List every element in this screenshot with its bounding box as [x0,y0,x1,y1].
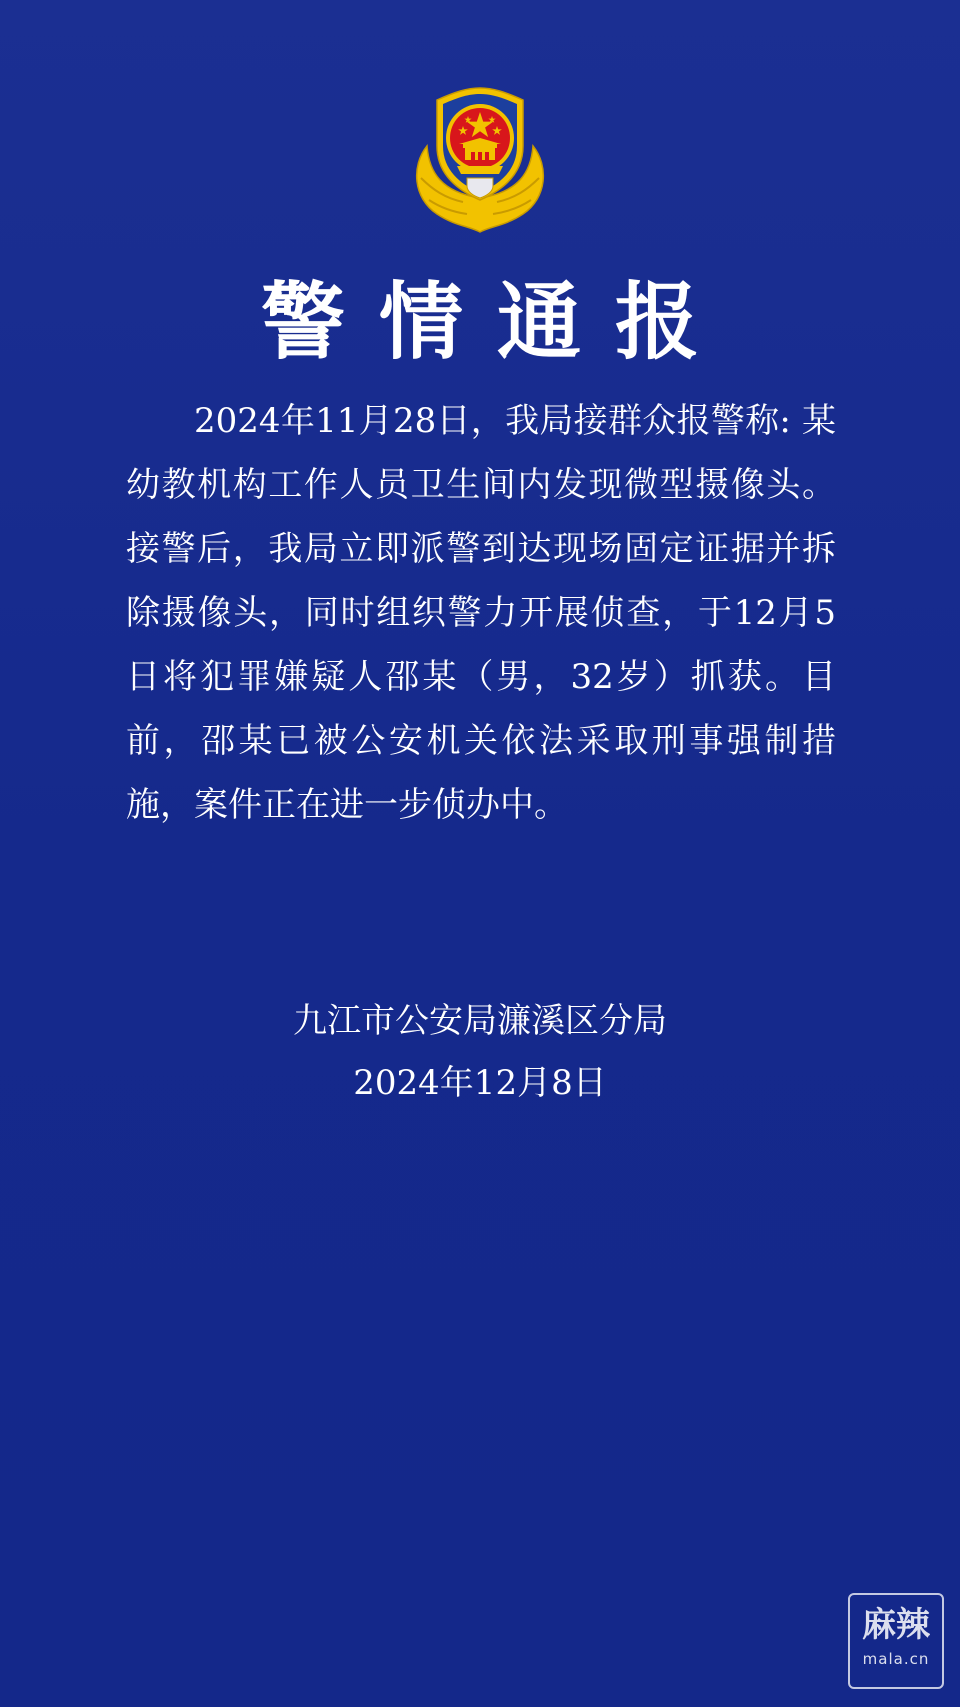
issue-date: 2024年12月8日 [353,1063,607,1103]
notice-signature [0,990,960,1114]
police-emblem-icon [407,86,553,236]
watermark-sub-text: mala.cn [862,1650,930,1668]
watermark-logo [848,1593,944,1689]
notice-title: 警情通报 [260,273,733,371]
issuer-name: 九江市公安局濂溪区分局 [293,1001,667,1041]
notice-body: 2024年11月28日，我局接群众报警称: 某幼教机构工作人员卫生间内发现微型摄像头。接警后，我局立即派警到达现场固定证据并拆除摄像头，同时组织警力开展侦查，于12月5日将犯罪嫌疑人邵某（男，32岁）抓获。目前，邵某已被公安机关依法采取刑事强制措施，案件正在进一步侦办中。 [126,401,836,825]
watermark-main-text: 麻辣 [862,1605,930,1645]
